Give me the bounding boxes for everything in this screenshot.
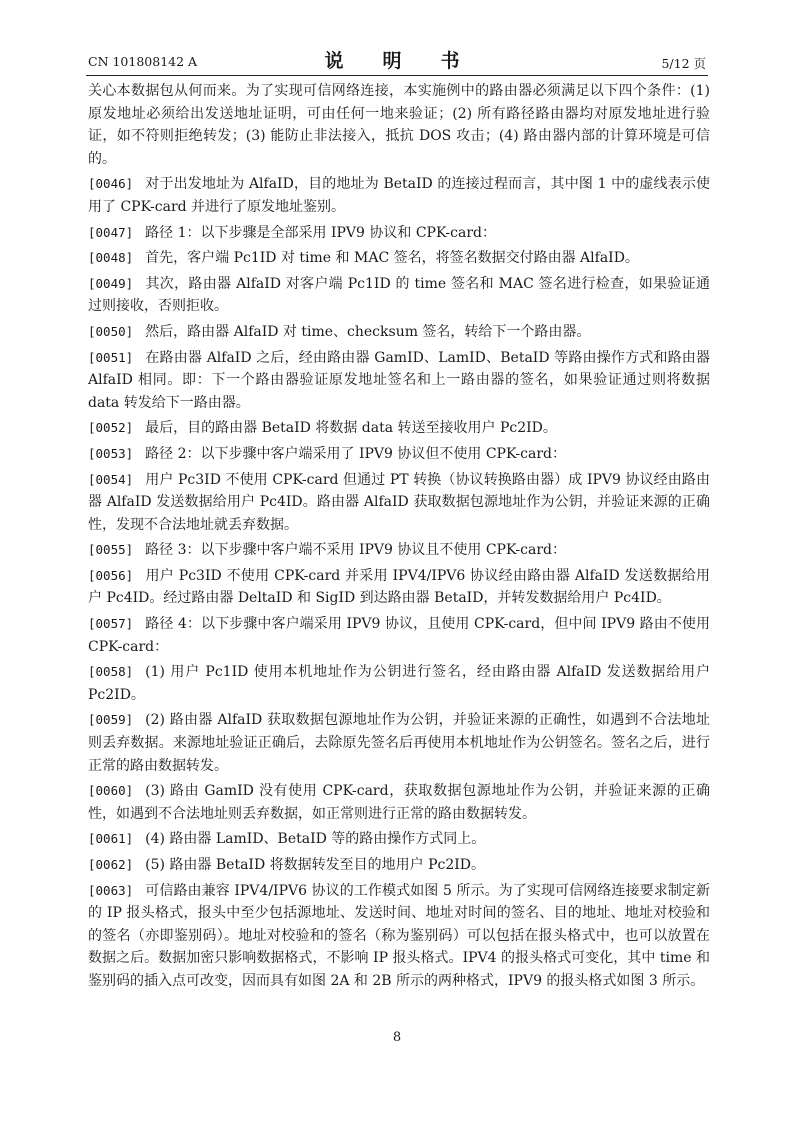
paragraph-number: [0060] [88, 783, 134, 799]
page-number: 8 [392, 1030, 402, 1045]
paragraph-text: (3) 路由 GamID 没有使用 CPK-card，获取数据包源地址作为公钥，并验证来源的正确性，如遇到不合法地址则丢弃数据，如正常则进行正常的路由数据转发。 [88, 783, 710, 822]
paragraph-number: [0059] [88, 712, 134, 728]
paragraph [88, 247, 710, 270]
paragraph [88, 565, 710, 610]
document-body [88, 80, 710, 996]
paragraph [88, 880, 710, 993]
paragraph-number: [0058] [88, 664, 134, 680]
paragraph-text: (1) 用户 Pc1ID 使用本机地址作为公钥进行签名，经由路由器 AlfaID 发送数据给用户 Pc2ID。 [88, 664, 710, 703]
paragraph [88, 443, 710, 466]
paragraph-text: 路径 2：以下步骤中客户端采用了 IPV9 协议但不使用 CPK-card： [145, 445, 566, 462]
paragraph [88, 417, 710, 440]
paragraph-number: [0051] [88, 349, 134, 365]
paragraph-text: 关心本数据包从何而来。为了实现可信网络连接，本实施例中的路由器必须满足以下四个条件：(1) 原发地址必须给出发送地址证明，可由任何一地来验证；(2) 所有路径路由器均对原发地址进行验证，如不符则拒绝转发；(3) 能防止非法接入，抵抗 DOS 攻击；(4) 路由器内部的计算环境是可信的。 [88, 83, 710, 167]
paragraph [88, 828, 710, 851]
paragraph [88, 321, 710, 344]
paragraph-number: [0056] [88, 567, 134, 583]
paragraph-text: 其次，路由器 AlfaID 对客户端 Pc1ID 的 time 签名和 MAC 签名进行检查，如果验证通过则接收，否则拒收。 [88, 275, 710, 315]
paragraph [88, 469, 710, 537]
paragraph-number: [0053] [88, 445, 134, 461]
paragraph [88, 709, 710, 777]
paragraph-text: (2) 路由器 AlfaID 获取数据包源地址作为公钥，并验证来源的正确性，如遇到不合法地址则丢弃数据。来源地址验证正确后，去除原先签名后再使用本机地址作为公钥签名。签名之后，进行正常的路由数据转发。 [88, 712, 710, 774]
paragraph [88, 854, 710, 877]
paragraph-number: [0063] [88, 882, 134, 898]
paragraph-number: [0047] [88, 224, 134, 240]
paragraph [88, 80, 710, 170]
paragraph-number: [0061] [88, 831, 134, 847]
paragraph-number: [0057] [88, 616, 134, 632]
paragraph [88, 273, 710, 318]
paragraph-number: [0046] [88, 176, 134, 192]
page-header [86, 44, 708, 74]
paragraph-number: [0048] [88, 250, 134, 266]
patent-number: CN 101808142 A [88, 54, 198, 69]
paragraph [88, 539, 710, 562]
paragraph-text: 路径 1：以下步骤是全部采用 IPV9 协议和 CPK-card： [145, 224, 496, 241]
paragraph-text: 首先，客户端 Pc1ID 对 time 和 MAC 签名，将签名数据交付路由器 AlfaID。 [145, 250, 639, 267]
paragraph [88, 173, 710, 218]
paragraph-text: 在路由器 AlfaID 之后，经由路由器 GamID、LamID、BetaID 等路由操作方式和路由器 AlfaID 相同。即：下一个路由器验证原发地址签名和上一路由器的签名，如果验证通过则将数据 data 转发给下一路由器。 [88, 349, 710, 411]
paragraph-number: [0054] [88, 471, 134, 487]
paragraph [88, 347, 710, 415]
paragraph-text: (5) 路由器 BetaID 将数据转发至目的地用户 Pc2ID。 [145, 857, 486, 873]
document-title: 说 明 书 [324, 50, 470, 72]
paragraph-text: 路径 3：以下步骤中客户端不采用 IPV9 协议且不使用 CPK-card： [145, 542, 566, 559]
paragraph-number: [0050] [88, 323, 134, 339]
paragraph-text: 可信路由兼容 IPV4/IPV6 协议的工作模式如图 5 所示。为了实现可信网络连接要求制定新的 IP 报头格式，报头中至少包括源地址、发送时间、地址对时间的签名、目的地址、地址对校验和的签名（亦即鉴别码）。地址对校验和的签名（称为鉴别码）可以包括在报头格式中，也可以放置在数据之后。数据加密只影响数据格式，不影响 IP 报头格式。IPV4 的报头格式可变化，其中 time 和鉴别码的插入点可改变，因而具有如图 2A 和 2B 所示的两种格式，IPV9 的报头格式如图 3 所示。 [88, 882, 710, 989]
paragraph-text: 最后，目的路由器 BetaID 将数据 data 转送至接收用户 Pc2ID。 [145, 420, 557, 437]
paragraph [88, 222, 710, 245]
paragraph-text: 用户 Pc3ID 不使用 CPK-card 并采用 IPV4/IPV6 协议经由路由器 AlfaID 发送数据给用户 Pc4ID。经过路由器 DeltaID 和 SigID 到达路由器 BetaID，并转发数据给用户 Pc4ID。 [88, 567, 710, 607]
paragraph [88, 661, 710, 706]
paragraph-number: [0062] [88, 857, 134, 872]
paragraph-number: [0049] [88, 275, 134, 291]
paragraph-text: 用户 Pc3ID 不使用 CPK-card 但通过 PT 转换（协议转换路由器）成 IPV9 协议经由路由器 AlfaID 发送数据给用户 Pc4ID。路由器 AlfaID 获取数据包源地址作为公钥，并验证来源的正确性，发现不合法地址就丢弃数据。 [88, 471, 710, 533]
paragraph-text: 对于出发地址为 AlfaID，目的地址为 BetaID 的连接过程而言，其中图 1 中的虚线表示使用了 CPK-card 并进行了原发地址鉴别。 [88, 176, 710, 215]
paragraph [88, 613, 710, 658]
paragraph-number: [0055] [88, 542, 134, 558]
paragraph-text: 然后，路由器 AlfaID 对 time、checksum 签名，转给下一个路由器。 [145, 323, 591, 340]
paragraph-number: [0052] [88, 420, 134, 436]
page-reference: 5/12 页 [661, 56, 706, 71]
paragraph [88, 780, 710, 825]
header-rule [86, 75, 708, 76]
paragraph-text: (4) 路由器 LamID、BetaID 等的路由操作方式同上。 [145, 831, 486, 848]
paragraph-text: 路径 4：以下步骤中客户端采用 IPV9 协议，且使用 CPK-card，但中间 IPV9 路由不使用 CPK-card： [88, 616, 710, 655]
